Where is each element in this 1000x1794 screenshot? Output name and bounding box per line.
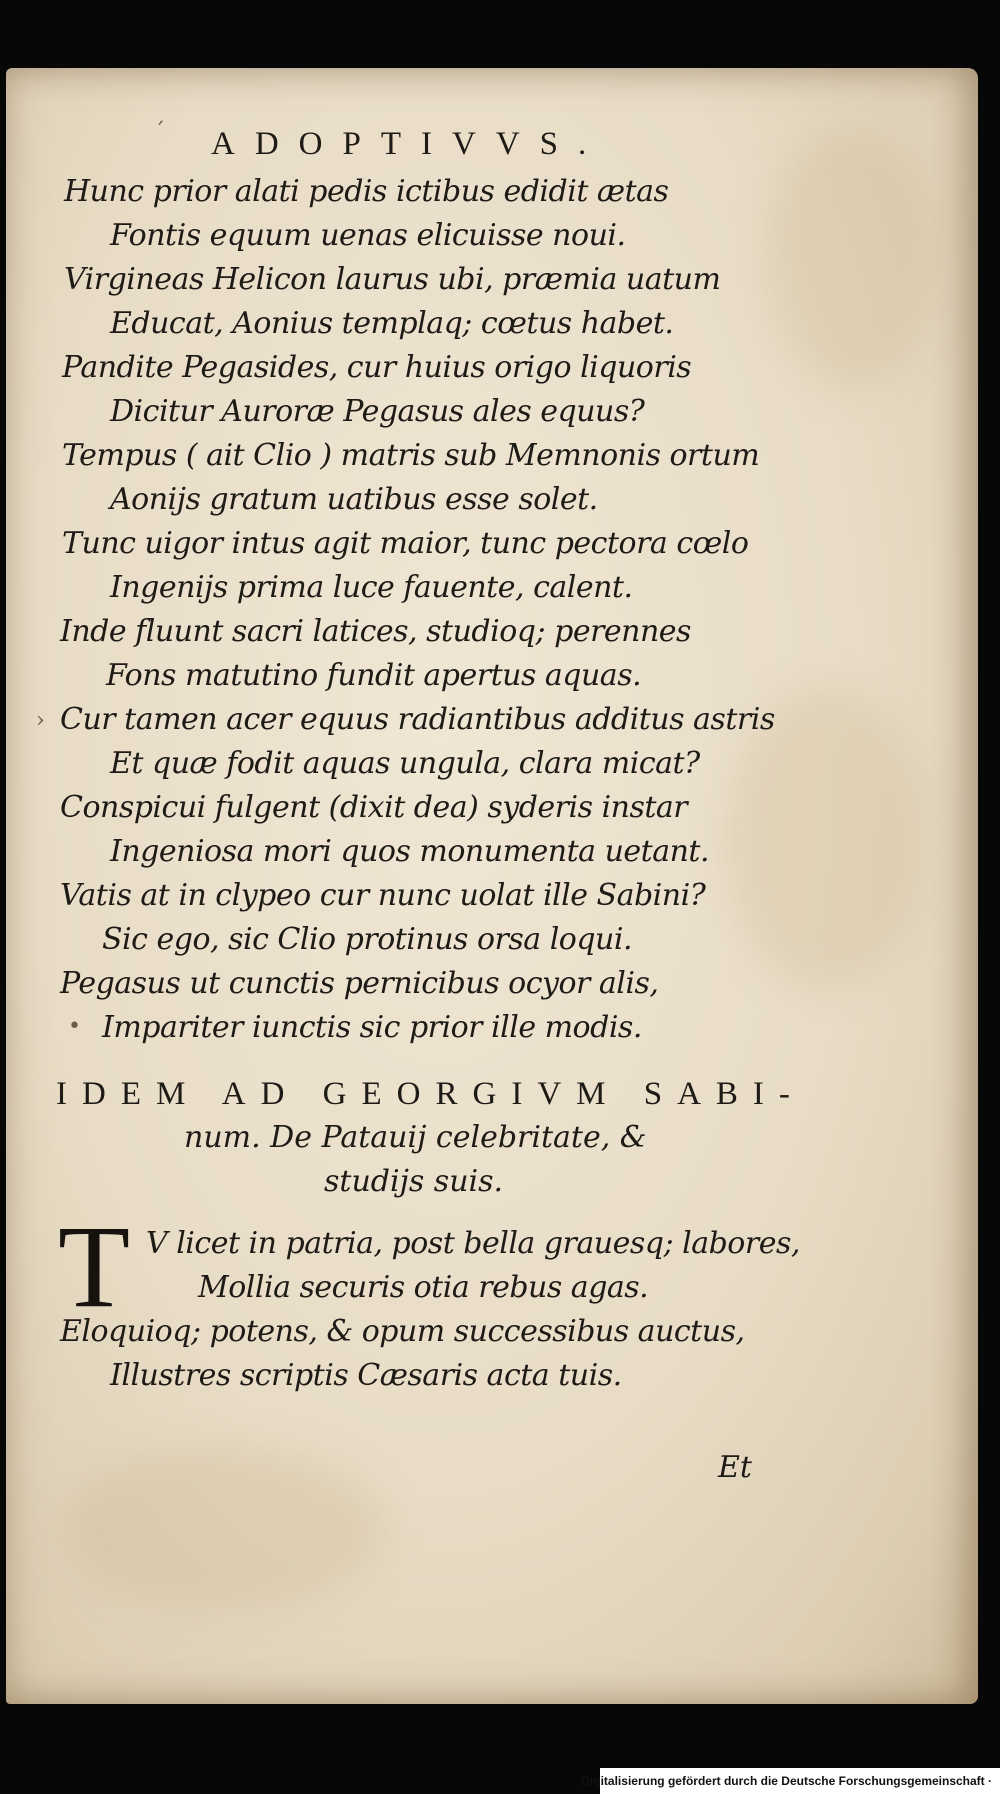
verse-line-6: Dicitur Auroræ Pegasus ales equus? bbox=[110, 394, 645, 429]
verse-line-18: Sic ego, sic Clio protinus orsa loqui. bbox=[102, 922, 633, 957]
verse-line-1: Hunc prior alati pedis ictibus edidit ætas bbox=[64, 174, 669, 209]
ink-speck: › bbox=[36, 708, 45, 733]
verse-line-11: Inde fluunt sacri latices, studioq; perennes bbox=[60, 614, 691, 649]
verse-line-20: Impariter iunctis sic prior ille modis. bbox=[102, 1010, 642, 1045]
verse-line-15: Conspicui fulgent (dixit dea) syderis instar bbox=[60, 790, 688, 825]
verse-line-12: Fons matutino fundit apertus aquas. bbox=[106, 658, 642, 693]
book-page bbox=[6, 68, 978, 1704]
verse-line-14: Et quæ fodit aquas ungula, clara micat? bbox=[110, 746, 700, 781]
verse-line-2: Fontis equum uenas elicuisse noui. bbox=[110, 218, 626, 253]
page-text bbox=[6, 68, 978, 1704]
footer-credit bbox=[581, 1768, 1000, 1794]
poem-heading: IDEM AD GEORGIVM SABI- bbox=[56, 1076, 805, 1112]
catchword: Et bbox=[718, 1450, 752, 1485]
verse-line-13: Cur tamen acer equus radiantibus additus astris bbox=[60, 702, 775, 737]
verse-line-4: Educat, Aonius templaq; cœtus habet. bbox=[110, 306, 674, 341]
poem-subheading-2: studijs suis. bbox=[324, 1164, 504, 1199]
drop-cap: T bbox=[58, 1201, 131, 1332]
verse-line-7: Tempus ( ait Clio ) matris sub Memnonis ortum bbox=[62, 438, 760, 473]
verse-line-5: Pandite Pegasides, cur huius origo liquoris bbox=[62, 350, 692, 385]
second-poem-line-2: Mollia securis otia rebus agas. bbox=[198, 1270, 649, 1305]
verse-line-19: Pegasus ut cunctis pernicibus ocyor alis, bbox=[60, 966, 659, 1001]
verse-line-9: Tunc uigor intus agit maior, tunc pectora cœlo bbox=[62, 526, 749, 561]
verse-line-16: Ingeniosa mori quos monumenta uetant. bbox=[110, 834, 710, 869]
second-poem-line-4: Illustres scriptis Cæsaris acta tuis. bbox=[110, 1358, 622, 1393]
verse-line-10: Ingenijs prima luce fauente, calent. bbox=[110, 570, 633, 605]
poem-subheading-1: num. De Patauij celebritate, & bbox=[184, 1120, 647, 1155]
verse-line-3: Virgineas Helicon laurus ubi, præmia uatum bbox=[64, 262, 721, 297]
second-poem-line-1: V licet in patria, post bella grauesq; labores, bbox=[146, 1226, 800, 1261]
verse-line-8: Aonijs gratum uatibus esse solet. bbox=[110, 482, 598, 517]
second-poem-line-3: Eloquioq; potens, & opum successibus auctus, bbox=[60, 1314, 745, 1349]
ink-speck: • bbox=[68, 1014, 81, 1039]
ink-speck: ´ bbox=[154, 120, 165, 145]
running-head: ADOPTIVVS. bbox=[211, 126, 607, 162]
funding-credit-text: Digitalisierung gefördert durch die Deutsche Forschungsgemeinschaft · bbox=[581, 1774, 992, 1788]
verse-line-17: Vatis at in clypeo cur nunc uolat ille Sabini? bbox=[60, 878, 706, 913]
